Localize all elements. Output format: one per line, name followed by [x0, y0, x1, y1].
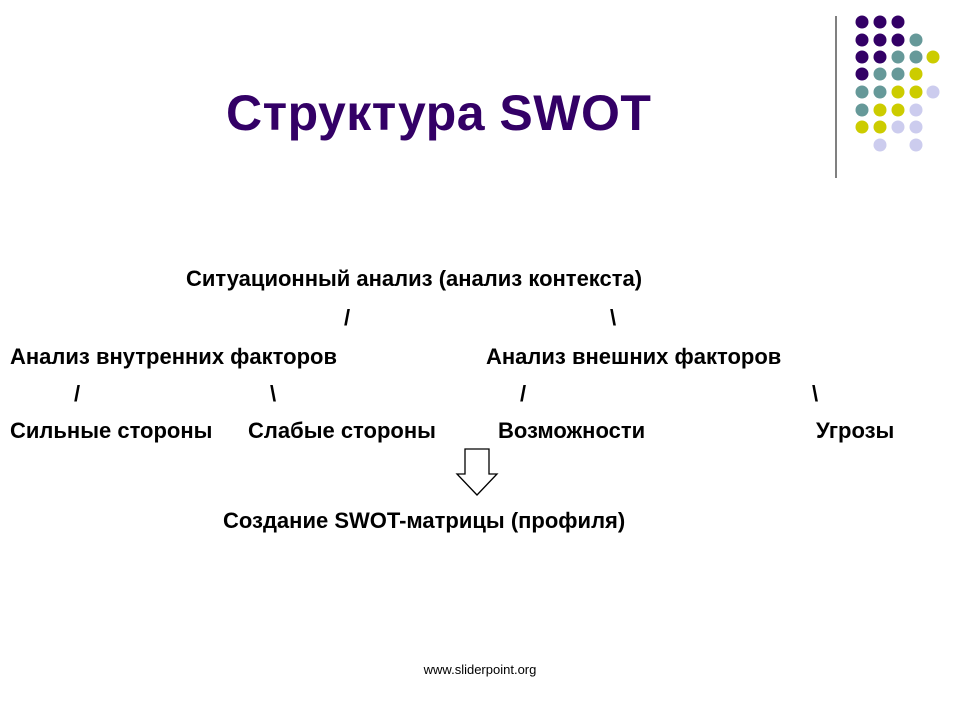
result-swot-matrix: Создание SWOT-матрицы (профиля) [223, 508, 626, 533]
decorative-dot [856, 34, 869, 47]
decorative-dot [874, 51, 887, 64]
connector-root-left: / [344, 305, 351, 330]
root-node-situational-analysis: Ситуационный анализ (анализ контекста) [186, 266, 643, 291]
leaf-weaknesses: Слабые стороны [248, 418, 436, 443]
decorative-dot [874, 68, 887, 81]
decorative-dot [856, 68, 869, 81]
decorative-dot [927, 51, 940, 64]
decorative-dot [927, 86, 940, 99]
node-external-factors: Анализ внешних факторов [486, 344, 782, 369]
decorative-dot [874, 121, 887, 134]
page-title: Структура SWOT [226, 85, 652, 141]
decorative-dot [856, 104, 869, 117]
connector-internal-right: \ [270, 381, 277, 406]
decorative-dot [892, 104, 905, 117]
decorative-dot [856, 86, 869, 99]
decorative-dot [856, 51, 869, 64]
connector-internal-left: / [74, 381, 81, 406]
decorative-dot [892, 16, 905, 29]
decorative-dot [892, 51, 905, 64]
decorative-dot [874, 139, 887, 152]
decorative-dot [892, 86, 905, 99]
connector-external-left: / [520, 381, 527, 406]
leaf-strengths: Сильные стороны [10, 418, 213, 443]
decorative-dot [874, 16, 887, 29]
footer-url: www.sliderpoint.org [423, 662, 537, 677]
decorative-dot [910, 86, 923, 99]
leaf-threats: Угрозы [816, 418, 895, 443]
decorative-dot [910, 104, 923, 117]
node-internal-factors: Анализ внутренних факторов [10, 344, 337, 369]
connector-external-right: \ [812, 381, 819, 406]
decorative-dot [910, 68, 923, 81]
decorative-dot [910, 139, 923, 152]
decorative-dot [892, 68, 905, 81]
decorative-dot [874, 104, 887, 117]
leaf-opportunities: Возможности [498, 418, 646, 443]
decorative-dot [892, 121, 905, 134]
decorative-dot [874, 86, 887, 99]
decorative-dot [856, 121, 869, 134]
connector-root-right: \ [610, 305, 617, 330]
decorative-dot [856, 16, 869, 29]
decorative-dot [910, 51, 923, 64]
decorative-dot [874, 34, 887, 47]
down-arrow-icon [455, 448, 499, 498]
decorative-dot [910, 121, 923, 134]
decorative-dot [892, 34, 905, 47]
decorative-dot [910, 34, 923, 47]
